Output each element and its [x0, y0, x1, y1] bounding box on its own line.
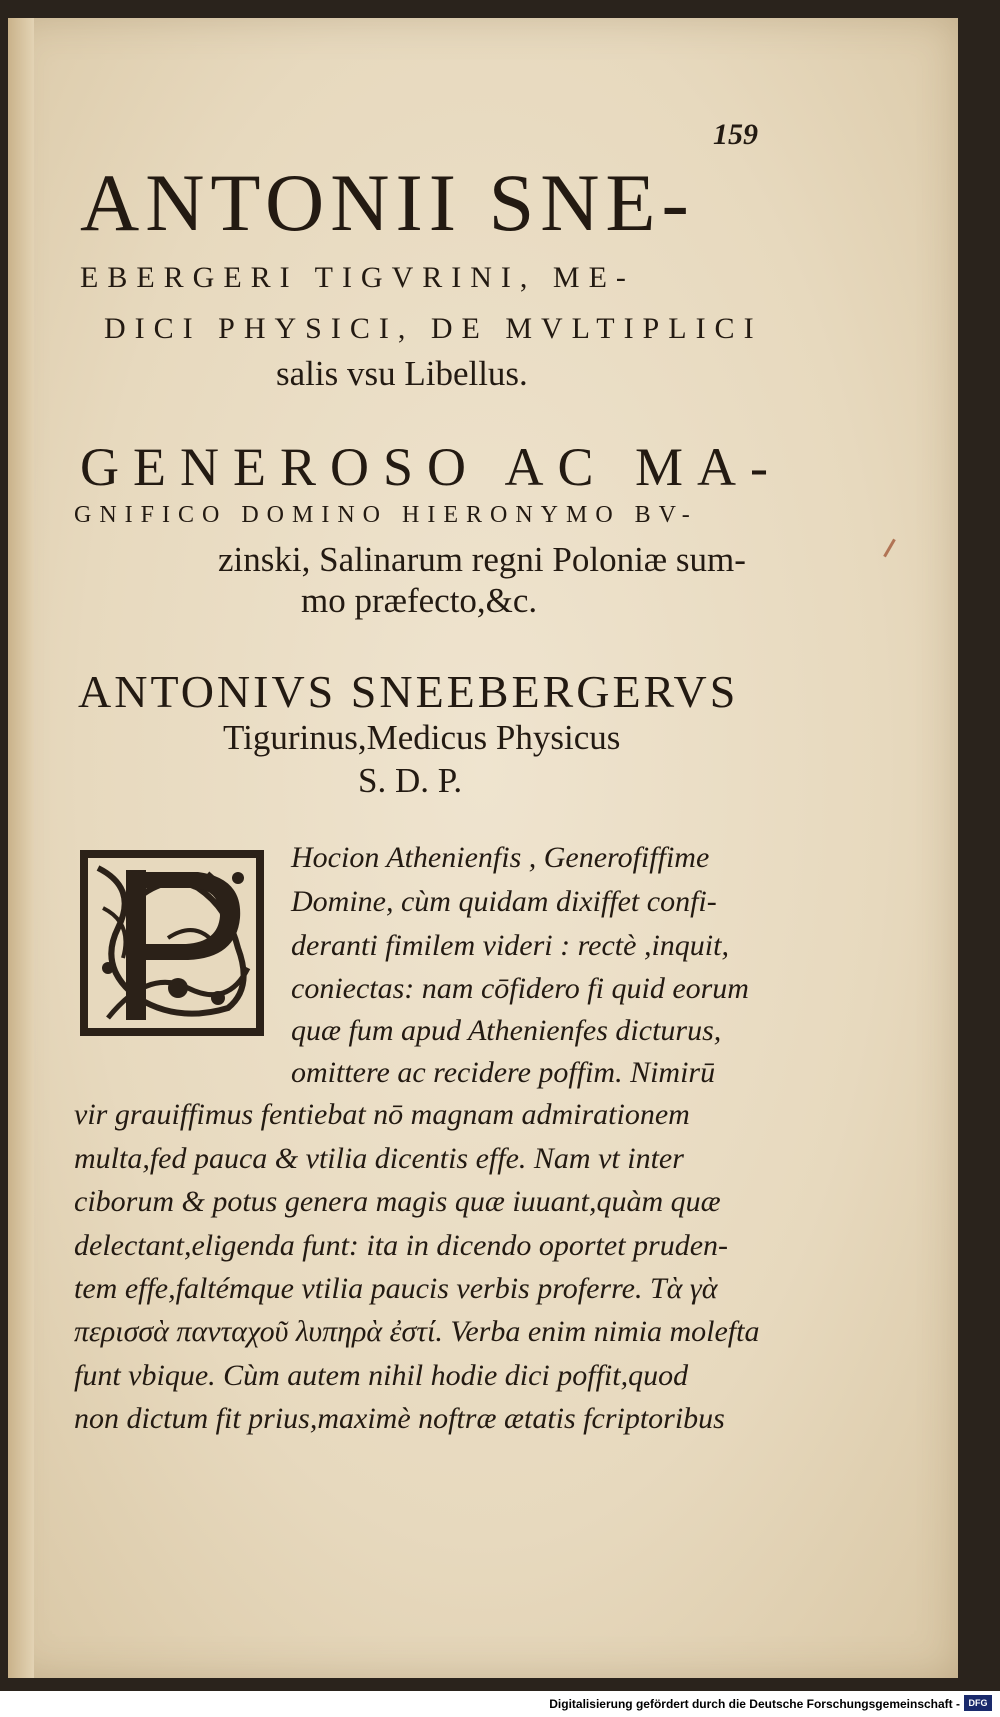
title-line-1: ANTONII SNE-	[80, 157, 695, 248]
dedication-line-1: GENEROSO AC MA-	[80, 437, 783, 497]
body-line-1: Hocion Athenienfis , Generofiffime	[291, 841, 710, 874]
body-line-4: coniectas: nam cōfidero fi quid eorum	[291, 972, 749, 1005]
page-number: 159	[713, 118, 758, 151]
ink-mark	[883, 539, 896, 558]
body-line-12: περισσὰ πανταχοῦ λυπηρὰ ἐστί. Verba enim nimia molefta	[74, 1315, 760, 1348]
footer-credit: Digitalisierung gefördert durch die Deutsche Forschungsgemeinschaft -	[549, 1697, 960, 1711]
author-line-3: S. D. P.	[358, 761, 463, 800]
title-line-4: salis vsu Libellus.	[276, 354, 528, 393]
dedication-line-3: zinski, Salinarum regni Poloniæ sum-	[218, 540, 746, 579]
book-page	[8, 18, 958, 1678]
decorated-initial-p-icon	[78, 848, 266, 1038]
body-line-6: omittere ac recidere poffim. Nimirū	[291, 1056, 716, 1089]
dfg-logo: DFG	[964, 1695, 992, 1711]
body-line-14: non dictum fit prius,maximè noftræ ætatis fcriptoribus	[74, 1402, 725, 1435]
page-gutter	[8, 18, 34, 1678]
author-line-2: Tigurinus,Medicus Physicus	[223, 718, 621, 757]
title-line-2: EBERGERI TIGVRINI, ME-	[80, 261, 635, 294]
digitization-footer	[0, 1691, 1000, 1717]
body-line-11: tem effe,faltémque vtilia paucis verbis proferre. Tὰ γὰ	[74, 1272, 718, 1305]
dedication-line-2: GNIFICO DOMINO HIERONYMO BV-	[74, 502, 698, 528]
body-line-2: Domine, cùm quidam dixiffet confi-	[291, 885, 717, 918]
body-line-13: funt vbique. Cùm autem nihil hodie dici poffit,quod	[74, 1359, 689, 1392]
dedication-line-4: mo præfecto,&c.	[301, 581, 538, 620]
body-line-8: multa,fed pauca & vtilia dicentis effe. Nam vt inter	[74, 1142, 684, 1175]
title-line-3: DICI PHYSICI, DE MVLTIPLICI	[104, 312, 763, 345]
author-line-1: ANTONIVS SNEEBERGERVS	[78, 666, 739, 717]
body-line-7: vir grauiffimus fentiebat nō magnam admirationem	[74, 1098, 690, 1131]
body-line-9: ciborum & potus genera magis quæ iuuant,quàm quæ	[74, 1185, 721, 1218]
body-line-3: deranti fimilem videri : rectè ,inquit,	[291, 929, 729, 962]
body-line-5: quæ fum apud Athenienfes dicturus,	[291, 1014, 722, 1047]
body-line-10: delectant,eligenda funt: ita in dicendo oportet pruden-	[74, 1229, 729, 1262]
